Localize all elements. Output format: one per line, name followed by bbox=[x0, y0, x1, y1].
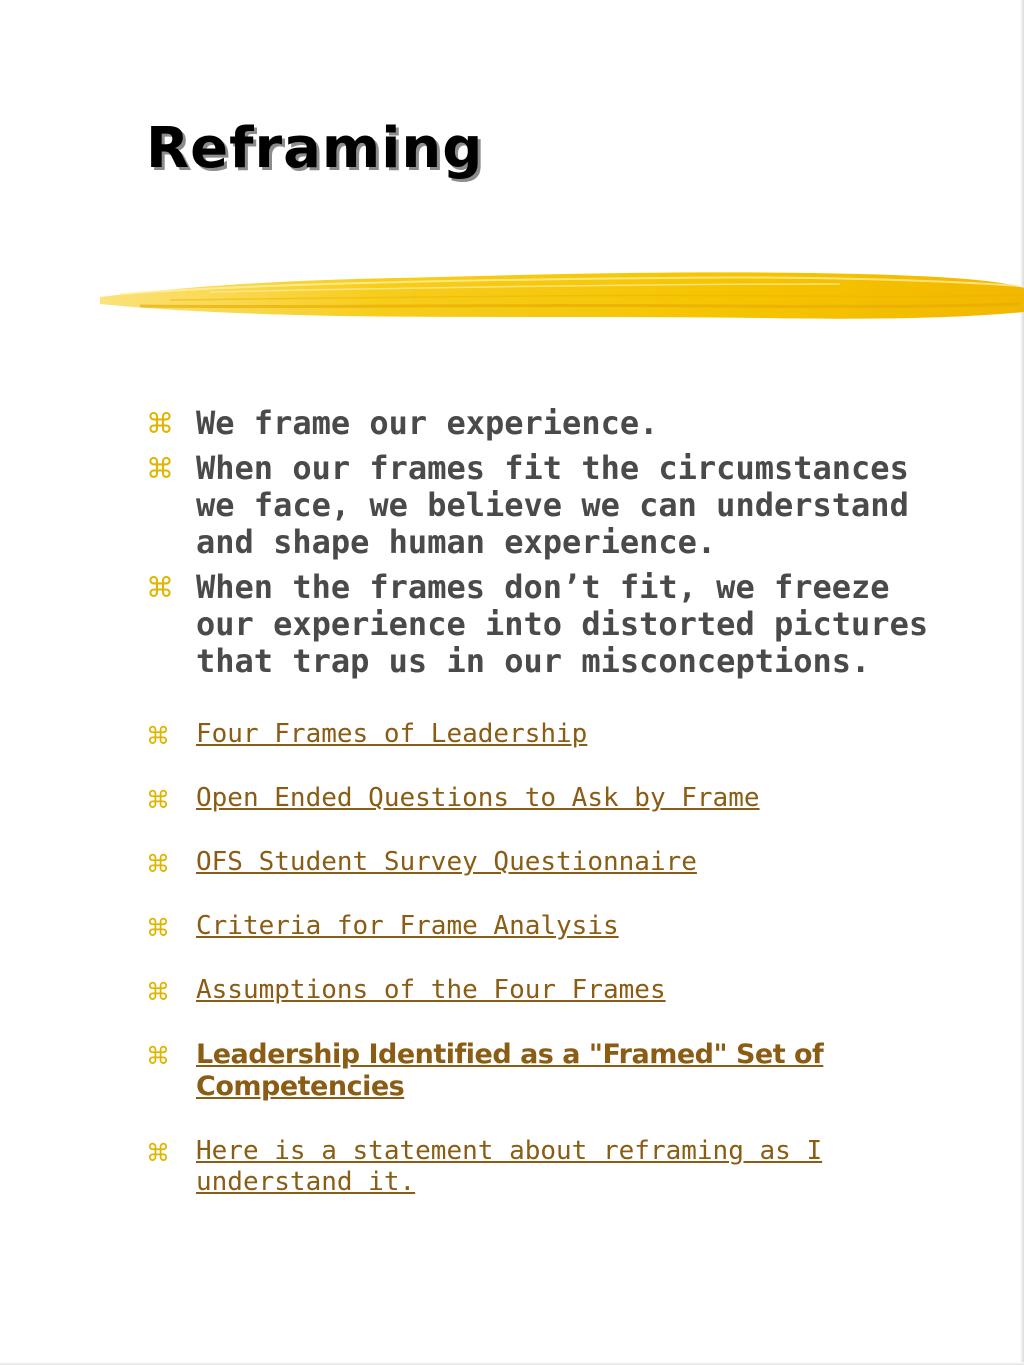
link-assumptions-four-frames[interactable]: Assumptions of the Four Frames bbox=[196, 975, 666, 1005]
bullet-item bbox=[146, 569, 946, 680]
list-item bbox=[146, 1040, 906, 1104]
command-icon: ⌘ bbox=[146, 914, 170, 942]
list-item bbox=[146, 912, 906, 943]
command-icon: ⌘ bbox=[146, 722, 170, 750]
command-icon: ⌘ bbox=[146, 452, 174, 485]
command-icon: ⌘ bbox=[146, 1042, 170, 1070]
slide-right-edge bbox=[1020, 0, 1024, 1365]
command-icon: ⌘ bbox=[146, 850, 170, 878]
bullet-item bbox=[146, 405, 946, 442]
link-four-frames-of-leadership[interactable]: Four Frames of Leadership bbox=[196, 719, 588, 749]
main-bullet-list bbox=[146, 405, 946, 688]
link-open-ended-questions[interactable]: Open Ended Questions to Ask by Frame bbox=[196, 783, 760, 813]
link-criteria-frame-analysis[interactable]: Criteria for Frame Analysis bbox=[196, 911, 619, 941]
command-icon: ⌘ bbox=[146, 978, 170, 1006]
command-icon: ⌘ bbox=[146, 571, 174, 604]
bullet-item bbox=[146, 450, 946, 561]
link-reframing-statement[interactable]: Here is a statement about reframing as I understand it. bbox=[196, 1136, 823, 1197]
command-icon: ⌘ bbox=[146, 1139, 170, 1167]
list-item bbox=[146, 784, 906, 815]
yellow-brush-stroke bbox=[100, 262, 1024, 332]
link-ofs-student-survey[interactable]: OFS Student Survey Questionnaire bbox=[196, 847, 697, 877]
bullet-text: When the frames don’t fit, we freeze our experience into distorted pictures that trap us in our misconceptions. bbox=[196, 568, 929, 680]
bullet-text: When our frames fit the circumstances we face, we believe we can understand and shape human experience. bbox=[196, 449, 909, 561]
link-leadership-framed-competencies[interactable]: Leadership Identified as a "Framed" Set of Competencies bbox=[196, 1039, 824, 1102]
list-item bbox=[146, 1137, 906, 1199]
command-icon: ⌘ bbox=[146, 407, 174, 440]
slide-title: Reframing bbox=[146, 116, 484, 181]
list-item bbox=[146, 976, 906, 1007]
list-item bbox=[146, 720, 906, 751]
link-list bbox=[146, 720, 906, 1232]
command-icon: ⌘ bbox=[146, 786, 170, 814]
bullet-text: We frame our experience. bbox=[196, 404, 659, 442]
list-item bbox=[146, 848, 906, 879]
